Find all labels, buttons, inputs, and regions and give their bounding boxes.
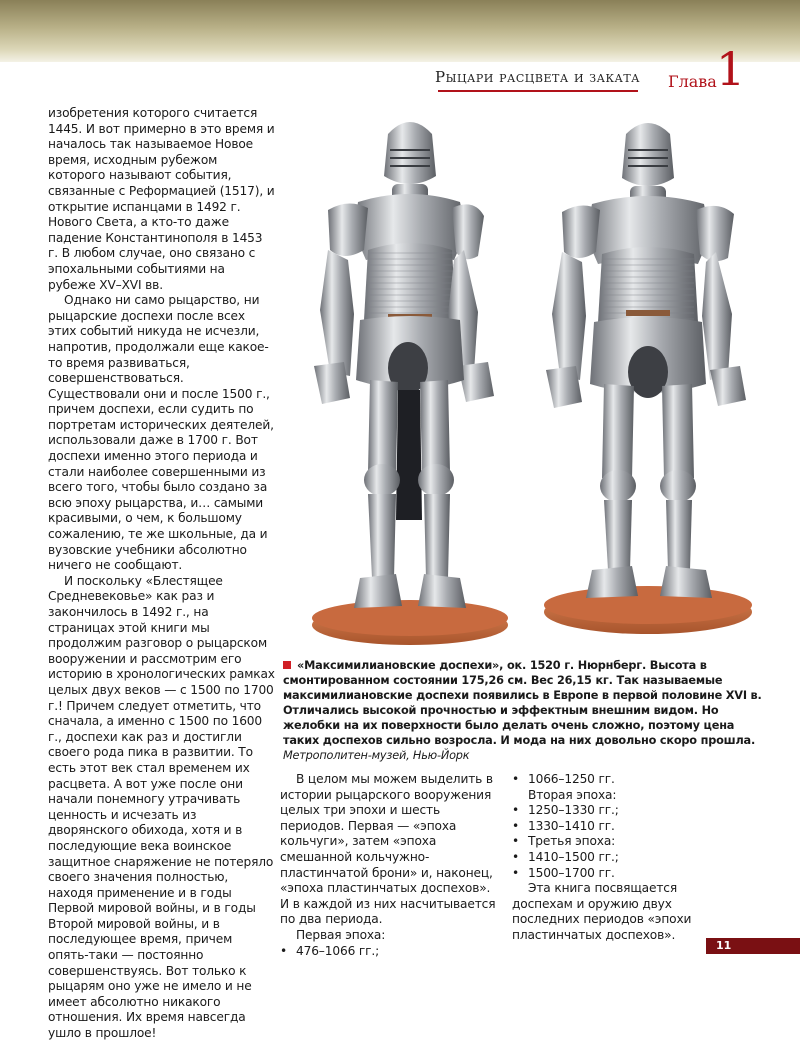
paragraph: Эта книга посвящается доспехам и оружию двух последних периодов «эпохи пластинчатых доспехов». bbox=[512, 881, 692, 942]
chapter-number: 1 bbox=[716, 42, 746, 96]
armor-left bbox=[312, 122, 508, 645]
running-title: Рыцари расцвета и заката bbox=[435, 68, 640, 86]
caption-text: «Максимилиановские доспехи», ок. 1520 г. Нюрнберг. Высота в смонтированном состоянии 175,26 см. Вес 26,15 кг. Так называемые максимилиановские доспехи появились в Европе в первой половине XVI в. Отличались высокой прочностью и эффектным внешним видом. Но желобки на их поверхности было делать очень сложно, поэтому цена таких доспехов сильно возросла. И мода на них довольно скоро прошла. bbox=[283, 659, 762, 747]
right-text-column bbox=[512, 772, 732, 944]
period-item: • 1250–1330 гг.; bbox=[512, 803, 732, 819]
period-item: • 1500–1700 гг. bbox=[512, 866, 732, 882]
paragraph: изобретения которого считается 1445. И вот примерно в это время и началось так называемое Новое время, исходным рубежом которого называют события, связанные с Реформацией (1517), и открытие испанцами в 1492 г. Нового Света, а кто-то даже падение Константинополя в 1453 г. В любом случае, оно связано с эпохальными событиями на рубеже XV–XVI вв. bbox=[48, 106, 275, 292]
middle-text-column bbox=[280, 772, 502, 959]
paragraph: И поскольку «Блестящее Средневековье» как раз и закончилось в 1492 г., на страницах этой книги мы продолжим разговор о рыцарском вооружении и рассмотрим его историю в хронологических рамках целых двух веков — с 1500 по 1700 г.! Причем следует отметить, что сначала, а именно с 1500 по 1600 г., доспехи как раз и достигли своего рода пика в развитии. То есть этот век стал временем их расцвета. А вот уже после они начали понемногу утрачивать ценность и исчезать из дворянского обихода, хотя и в последующие века воинское защитное снаряжение не потеряло своего значения полностью, находя применение и в годы Первой мировой войны, и в годы Второй мировой войны, и в последующее время, причем опять-таки — постоянно совершенствуясь. Вот только к рыцарям оно уже не имело и не имеет абсолютно никакого отношения. Их время навсегда ушло в прошлое! bbox=[48, 573, 275, 1041]
armor-right bbox=[544, 123, 752, 634]
page-number: 11 bbox=[716, 939, 732, 952]
period-item: • 1330–1410 гг. bbox=[512, 819, 732, 835]
caption-marker bbox=[283, 661, 291, 669]
chapter-label: Глава bbox=[668, 72, 717, 91]
period-item: • 476–1066 гг.; bbox=[280, 944, 502, 960]
paragraph: Однако ни само рыцарство, ни рыцарские доспехи после всех этих событий никуда не исчезли, напротив, продолжали еще какое-то время развиваться, совершенствоваться. Существовали они и после 1500 г., причем доспехи, если судить по портретам исторических деятелей, использовали даже в 1700 г. Вот доспехи именно этого периода и стали наиболее совершенными из всего того, чтобы было создано за всю эпоху рыцарства, и… самыми красивыми, о чем, к большому сожалению, те же школьные, да и вузовские учебники абсолютно ничего не сообщают. bbox=[48, 293, 274, 573]
period-item: • 1410–1500 гг.; bbox=[512, 850, 732, 866]
header-rule bbox=[438, 90, 638, 92]
header-band bbox=[0, 0, 800, 62]
era-label: Первая эпоха: bbox=[296, 927, 386, 942]
armor-photo bbox=[288, 100, 768, 648]
era-label: Вторая эпоха: bbox=[528, 787, 617, 802]
caption-credit: Метрополитен-музей, Нью-Йорк bbox=[283, 749, 470, 762]
left-text-column bbox=[48, 106, 276, 1042]
paragraph: В целом мы можем выделить в истории рыцарского вооружения целых три эпохи и шесть периодов. Первая — «эпоха кольчуги», затем «эпоха смешанной кольчужно-пластинчатой брони» и, наконец, «эпоха пластинчатых доспехов». И в каждой из них насчитывается по два периода. bbox=[280, 772, 496, 927]
photo-caption bbox=[283, 658, 769, 763]
era-item: • Третья эпоха: bbox=[512, 834, 732, 850]
period-item: • 1066–1250 гг. bbox=[512, 772, 732, 788]
